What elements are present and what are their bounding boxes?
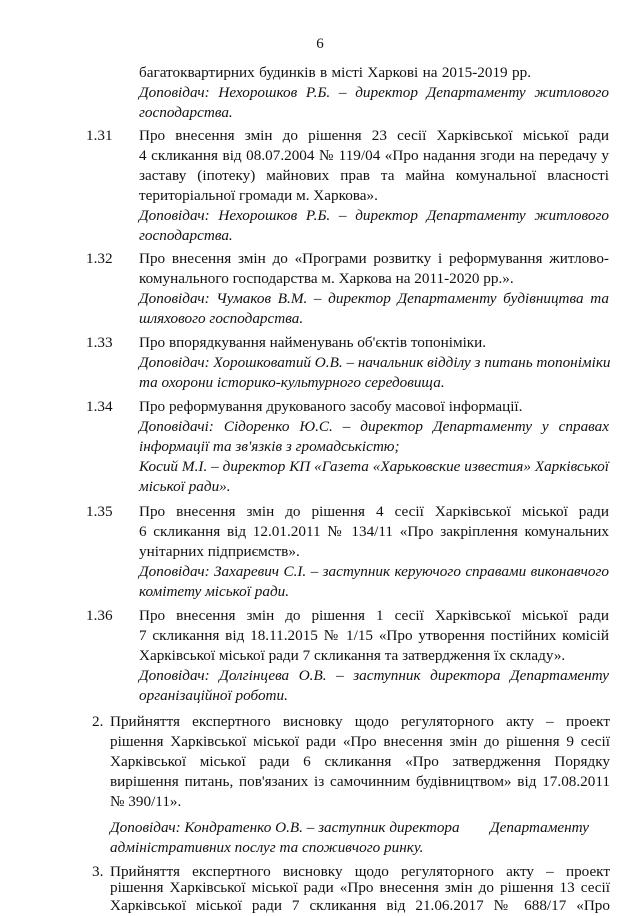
item-text-line: Про внесення змін до рішення 1 сесії Харківської міської ради [139, 607, 609, 624]
item-speaker-line: Доповідач: Кондратенко О.В. – заступник директора Департаменту [110, 819, 590, 836]
intro-speaker-line: господарства. [139, 104, 233, 121]
page-number: 6 [316, 36, 324, 52]
item-speaker-line: шляхового господарства. [139, 310, 304, 327]
item-speaker-line: Доповідач: Хорошковатий О.В. – начальник відділу з питань топоніміки [139, 354, 611, 371]
item-number: 1.36 [86, 607, 113, 624]
item-text-line: Харківської міської ради 7 скликання від 21.06.2017 № 688/17 «Про [110, 897, 610, 914]
item-text-line: Прийняття експертного висновку щодо регуляторного акту – проект [110, 713, 610, 730]
item-speaker-line: та охорони історико-культурного середовища. [139, 374, 445, 391]
item-speaker-line: Доповідачі: Сідоренко Ю.С. – директор Департаменту у справах [139, 418, 609, 435]
item-number: 2. [92, 713, 104, 730]
item-text-line: комунального господарства м. Харкова на 2011-2020 рр.». [139, 270, 514, 287]
item-speaker-line: організаційної роботи. [139, 687, 288, 704]
item-number: 3. [92, 863, 104, 880]
intro-text-line: багатоквартирних будинків в місті Харкові на 2015-2019 рр. [139, 64, 531, 81]
item-text-line: № 390/11». [110, 793, 182, 810]
item-text-line: рішення Харківської міської ради «Про внесення змін до рішення 9 сесії [110, 733, 610, 750]
item-text-line: заставу (іпотеку) майнових прав та майна комунальної власності [139, 167, 609, 184]
item-speaker-line: Доповідач: Долгінцева О.В. – заступник директора Департаменту [139, 667, 609, 684]
item-speaker-line: Доповідач: Захаревич С.І. – заступник керуючого справами виконавчого [139, 563, 609, 580]
item-speaker-line: Доповідач: Чумаков В.М. – директор Департаменту будівництва та [139, 290, 609, 307]
item-text-line: Прийняття експертного висновку щодо регуляторного акту – проект [110, 863, 610, 880]
item-text-line: 4 скликання від 08.07.2004 № 119/04 «Про надання згоди на передачу у [139, 147, 609, 164]
item-text-line: Про внесення змін до рішення 23 сесії Харківської міської ради [139, 127, 609, 144]
item-text-line: 6 скликання від 12.01.2011 № 134/11 «Про закріплення комунальних [139, 523, 609, 540]
item-text-line: Про впорядкування найменувань об'єктів топоніміки. [139, 334, 487, 351]
item-speaker-line: інформації та зв'язків з громадськістю; [139, 438, 400, 455]
item-text-line: Про внесення змін до «Програми розвитку і реформування житлово- [139, 250, 609, 267]
item-number: 1.33 [86, 334, 113, 351]
item-speaker-line: комітету міської ради. [139, 583, 290, 600]
item-text-line: Харківської міської ради 6 скликання «Про затвердження Порядку [110, 753, 610, 770]
item-text-line: унітарних підприємств». [139, 543, 300, 560]
item-text-line: Про внесення змін до рішення 4 сесії Харківської міської ради [139, 503, 609, 520]
item-text-line: вирішення питань, пов'язаних із самочинним будівництвом» від 17.08.2011 [110, 773, 610, 790]
item-number: 1.34 [86, 398, 113, 415]
item-text-line: територіальної громади м. Харкова». [139, 187, 378, 204]
item-speaker-line: міської ради». [139, 478, 231, 495]
intro-speaker-line: Доповідач: Нехорошков Р.Б. – директор Департаменту житлового [139, 84, 609, 101]
item-number: 1.32 [86, 250, 113, 267]
item-speaker-line: адміністративних послуг та споживчого ринку. [110, 839, 424, 856]
item-speaker-line: Доповідач: Нехорошков Р.Б. – директор Департаменту житлового [139, 207, 609, 224]
item-speaker-line: Косий М.І. – директор КП «Газета «Харьковские известия» Харківської [139, 458, 609, 475]
item-text-line: 7 скликання від 18.11.2015 № 1/15 «Про утворення постійних комісій [139, 627, 609, 644]
item-text-line: Харківської міської ради 7 скликання та затвердження їх складу». [139, 647, 566, 664]
item-text-line: Про реформування друкованого засобу масової інформації. [139, 398, 523, 415]
item-speaker-line: господарства. [139, 227, 233, 244]
item-number: 1.35 [86, 503, 113, 520]
item-number: 1.31 [86, 127, 113, 144]
item-text-line: рішення Харківської міської ради «Про внесення змін до рішення 13 сесії [110, 879, 610, 896]
